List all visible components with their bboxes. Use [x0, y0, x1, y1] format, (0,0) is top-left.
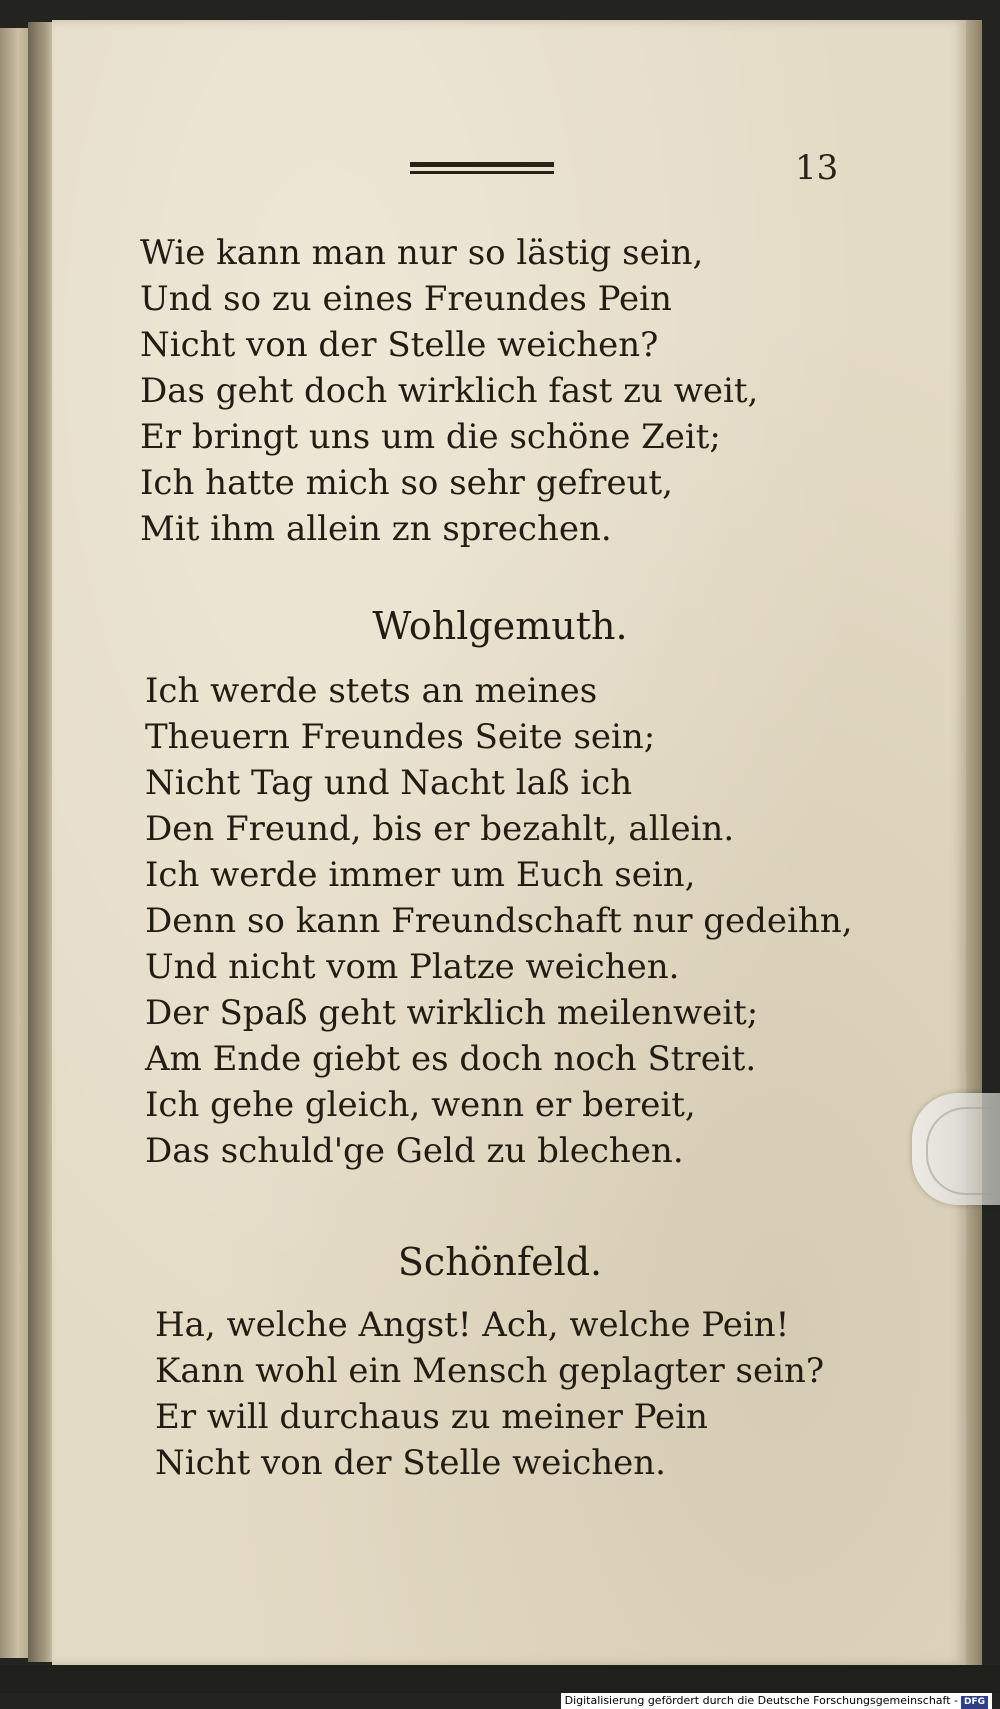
verse-line: Nicht von der Stelle weichen? — [140, 325, 659, 365]
stanza-1 — [140, 230, 758, 552]
page-number: 13 — [795, 148, 839, 188]
verse-line: Am Ende giebt es doch noch Streit. — [145, 1039, 757, 1079]
scan-bottom-band — [0, 1665, 1000, 1693]
header-rule — [410, 162, 554, 180]
verse-line: Und so zu eines Freundes Pein — [140, 279, 672, 319]
page-clip — [912, 1093, 1000, 1205]
verse-line: Denn so kann Freundschaft nur gedeihn, — [145, 901, 853, 941]
verse-line: Das schuld'ge Geld zu blechen. — [145, 1131, 684, 1171]
verse-line: Kann wohl ein Mensch geplagter sein? — [155, 1351, 825, 1391]
verse-line: Er bringt uns um die schöne Zeit; — [140, 417, 721, 457]
dfg-logo: DFG — [961, 1696, 988, 1709]
verse-line: Und nicht vom Platze weichen. — [145, 947, 680, 987]
verse-line: Ich hatte mich so sehr gefreut, — [140, 463, 673, 503]
previous-page-edge — [0, 28, 30, 1658]
speaker-heading: Schönfeld. — [397, 1240, 603, 1284]
verse-line: Der Spaß geht wirklich meilenweit; — [145, 993, 759, 1033]
page-stack-edge — [966, 20, 982, 1665]
verse-line: Ich werde stets an meines — [145, 671, 598, 711]
verse-line: Ich werde immer um Euch sein, — [145, 855, 696, 895]
verse-line: Ha, welche Angst! Ach, welche Pein! — [155, 1305, 790, 1345]
speaker-heading: Wohlgemuth. — [372, 604, 628, 648]
verse-line: Wie kann man nur so lästig sein, — [140, 233, 704, 273]
stanza-3 — [155, 1302, 824, 1486]
verse-line: Nicht von der Stelle weichen. — [155, 1443, 666, 1483]
digitization-credit — [561, 1693, 992, 1709]
stanza-2 — [145, 668, 853, 1174]
verse-line: Er will durchaus zu meiner Pein — [155, 1397, 708, 1437]
verse-line: Das geht doch wirklich fast zu weit, — [140, 371, 759, 411]
verse-line: Mit ihm allein zn sprechen. — [140, 509, 612, 549]
credit-text: Digitalisierung gefördert durch die Deutsche Forschungsgemeinschaft - — [564, 1694, 958, 1707]
verse-line: Ich gehe gleich, wenn er bereit, — [145, 1085, 696, 1125]
verse-line: Theuern Freundes Seite sein; — [145, 717, 656, 757]
verse-line: Nicht Tag und Nacht laß ich — [145, 763, 633, 803]
verse-line: Den Freund, bis er bezahlt, allein. — [145, 809, 735, 849]
book-gutter — [28, 22, 54, 1662]
